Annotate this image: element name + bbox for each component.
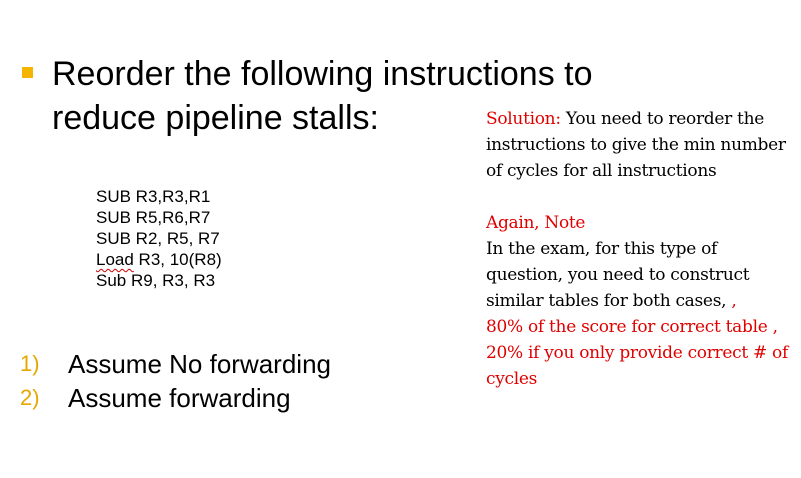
case-text: Assume No forwarding	[68, 349, 331, 379]
title-line-2: reduce pipeline stalls:	[52, 99, 379, 137]
case-number: 2)	[20, 385, 40, 410]
code-block	[96, 186, 222, 291]
note-paragraph	[486, 236, 796, 314]
title-line-1: Reorder the following instructions to	[52, 55, 593, 93]
code-line-4	[96, 249, 222, 270]
solution-note	[486, 106, 796, 392]
code-line-2: SUB R5,R6,R7	[96, 208, 211, 227]
note-heading: Again, Note	[486, 213, 586, 233]
spellcheck-word: Load	[96, 250, 134, 269]
solution-text: You need to reorder the instructions to give the min number of cycles for all instructions	[486, 109, 786, 181]
code-line-1: SUB R3,R3,R1	[96, 187, 211, 206]
case-item	[20, 347, 331, 381]
case-number: 1)	[20, 351, 40, 376]
case-item	[20, 381, 331, 415]
solution-paragraph	[486, 106, 796, 184]
note-line-1-suffix: ,	[726, 291, 737, 311]
code-line-3: SUB R2, R5, R7	[96, 229, 220, 248]
solution-colon: :	[555, 109, 561, 129]
case-list	[20, 347, 331, 415]
note-line-3: 20% if you only provide correct # of cycles	[486, 343, 788, 389]
code-line-4-rest: R3, 10(R8)	[133, 250, 222, 269]
code-line-5: Sub R9, R3, R3	[96, 271, 216, 290]
note-line-2: 80% of the score for correct table ,	[486, 317, 778, 337]
case-text: Assume forwarding	[68, 383, 291, 413]
solution-label: Solution	[486, 109, 556, 129]
bullet-square	[22, 67, 33, 78]
note-line-1: In the exam, for this type of question, you need to construct similar tables for both cases,	[486, 239, 750, 311]
